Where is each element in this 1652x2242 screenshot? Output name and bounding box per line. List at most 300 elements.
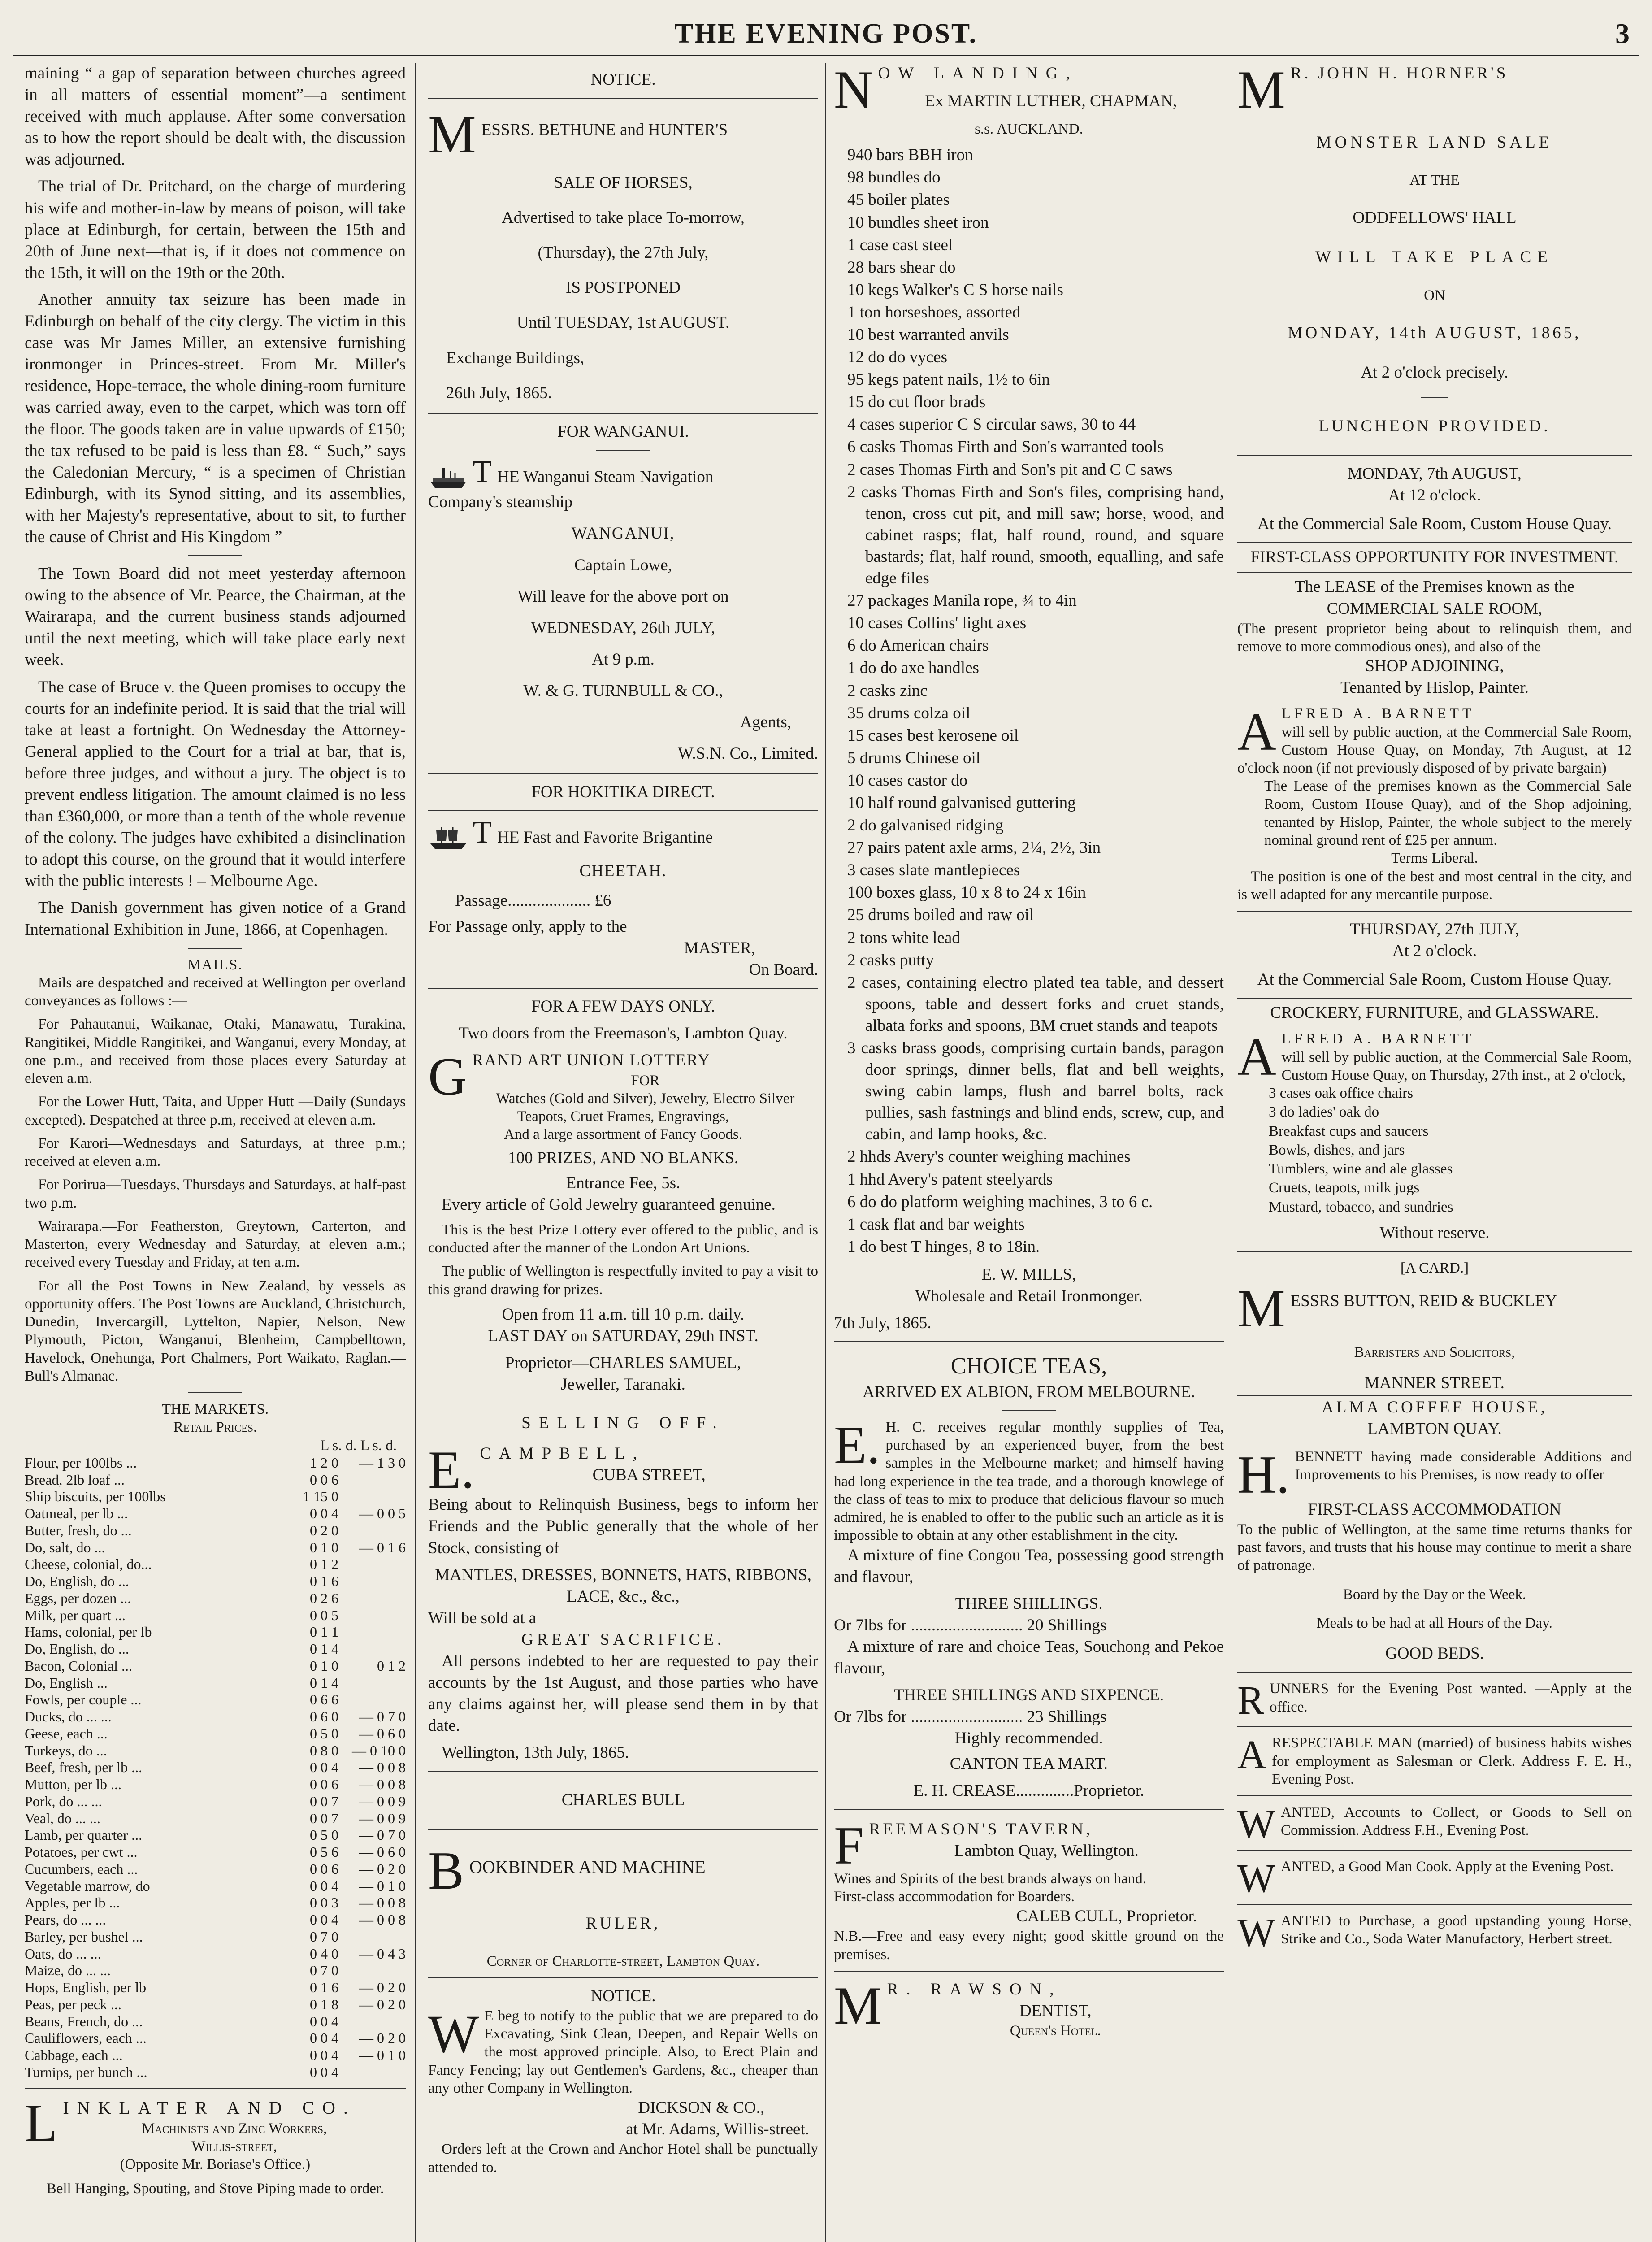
drop-cap: F xyxy=(834,1818,864,1870)
mails-paragraph: Wairarapa.—For Featherston, Greytown, Carterton, and Masterton, every Wednesday and Saturday, at eleven a.m.; received every Tuesday and Friday, at ten a.m. xyxy=(25,1218,406,1271)
market-item: Beef, fresh, per lb ... xyxy=(25,1759,143,1776)
mails-paragraph: For all the Post Towns in New Zealand, by vessels as opportunity offers. The Post Towns are Auckland, Christchurch, Dunedin, Invercargill, Lyttelton, Napier, Nelson, New Plymouth, Picton, Wanganui, Blenheim, Campbelltown, Havelock, Onehunga, Port Chalmers, Port Waikato, Raglan.—Bull's Almanac. xyxy=(25,1277,406,1384)
drop-cap: H. xyxy=(1237,1447,1290,1499)
table-row xyxy=(25,1455,406,1472)
market-price-high: — 0 0 8 xyxy=(359,1894,406,1911)
list-item: 2 casks zinc xyxy=(847,681,928,700)
table-row xyxy=(25,1691,406,1708)
departure-time: At 9 p.m. xyxy=(592,650,655,669)
table-row xyxy=(25,2064,406,2081)
market-price-high xyxy=(338,1573,406,1590)
divider xyxy=(834,1341,1224,1342)
runners-ad xyxy=(1237,1680,1632,1719)
horner-luncheon: LUNCHEON PROVIDED. xyxy=(1318,417,1551,435)
alma-ad xyxy=(1237,1397,1632,1665)
list-item: Breakfast cups and saucers xyxy=(1269,1123,1429,1139)
market-price-low: 0 5 0 xyxy=(310,1725,338,1742)
list-item: 15 do cut floor brads xyxy=(847,393,986,412)
market-price-low: 0 2 6 xyxy=(310,1590,338,1606)
market-price-low: 0 0 3 xyxy=(310,1894,338,1911)
linklater-subtitle: Machinists and Zinc Workers, xyxy=(141,2120,327,2137)
divider xyxy=(428,1771,818,1772)
column-4 xyxy=(1237,63,1632,2242)
drop-cap: T xyxy=(473,454,492,489)
market-item: Maize, do ... ... xyxy=(25,1962,111,1979)
drop-cap: E. xyxy=(834,1418,880,1475)
market-item: Bacon, Colonial ... xyxy=(25,1657,132,1674)
market-price-low: 0 0 6 xyxy=(310,1860,338,1877)
market-price-high: — 0 6 0 xyxy=(359,1725,406,1742)
ship-name: CHEETAH. xyxy=(579,861,667,880)
market-price-high xyxy=(338,1675,406,1692)
market-price-high: — 0 4 3 xyxy=(359,1945,406,1962)
drop-cap: A xyxy=(1237,705,1276,762)
wanted-cook-ad xyxy=(1237,1858,1632,1897)
market-item: Ducks, do ... ... xyxy=(25,1708,112,1725)
teas-offer: Or 7lbs for ........................... 23 Shillings xyxy=(834,1708,1107,1726)
list-item: Bowls, dishes, and jars xyxy=(1269,1142,1405,1158)
market-price-high xyxy=(338,1522,406,1539)
table-row xyxy=(25,2013,406,2030)
divider xyxy=(188,1392,242,1393)
table-row xyxy=(25,1624,406,1641)
market-price-low: 0 7 0 xyxy=(310,1928,338,1945)
runners-text: UNNERS for the Evening Post wanted. —Apply at the office. xyxy=(1270,1681,1632,1715)
drop-cap: A xyxy=(1237,1030,1276,1085)
lease-tenant: Tenanted by Hislop, Painter. xyxy=(1340,678,1529,697)
column-1 xyxy=(25,63,406,2242)
list-item: 35 drums colza oil xyxy=(847,704,971,722)
mails-paragraph: Mails are despatched and received at Wellington per overland conveyances as follows :— xyxy=(25,974,406,1009)
dickson-text: E beg to notify to the public that we are prepared to do Excavating, Sink Clean, Deepen, and Repair Wells on the most approved principle. Also, to Erect Plain and Fancy Fencing; lay out Gentlemen's Gardens, &c., cheaper than any other Company in Wellington. xyxy=(428,2007,818,2096)
freemasons-text: First-class accommodation for Boarders. xyxy=(834,1888,1075,1905)
market-item: Butter, fresh, do ... xyxy=(25,1522,132,1538)
market-price-low: 0 4 0 xyxy=(310,1945,338,1962)
market-item: Cabbage, each ... xyxy=(25,2047,123,2064)
crockery-place: At the Commercial Sale Room, Custom House Quay. xyxy=(1257,970,1612,989)
market-item: Pears, do ... ... xyxy=(25,1912,106,1928)
market-item: Do, English, do ... xyxy=(25,1641,129,1657)
alma-board: Board by the Day or the Week. xyxy=(1343,1586,1526,1603)
lottery-text: Every article of Gold Jewelry guaranteed genuine. xyxy=(442,1195,776,1214)
market-item: Geese, each ... xyxy=(25,1725,108,1742)
divider xyxy=(1237,455,1632,456)
market-item: Potatoes, per cwt ... xyxy=(25,1844,138,1860)
drop-cap: L xyxy=(25,2096,58,2153)
list-item: 28 bars shear do xyxy=(847,258,956,277)
list-item: 10 best warranted anvils xyxy=(847,326,1009,344)
lottery-text: And a large assortment of Fancy Goods. xyxy=(504,1126,742,1143)
market-price-high: — 0 7 0 xyxy=(359,1827,406,1843)
market-price-high xyxy=(338,1929,406,1946)
market-price-low: 0 1 4 xyxy=(310,1641,338,1657)
freemasons-address: Lambton Quay, Wellington. xyxy=(954,1841,1139,1860)
market-item: Bread, 2lb loaf ... xyxy=(25,1471,125,1488)
lottery-for: FOR xyxy=(631,1072,660,1089)
horner-hall: ODDFELLOWS' HALL xyxy=(1353,209,1517,227)
divider xyxy=(428,413,818,414)
market-item: Oats, do ... ... xyxy=(25,1945,101,1962)
crockery-title: CROCKERY, FURNITURE, and GLASSWARE. xyxy=(1237,998,1632,1024)
divider xyxy=(1237,911,1632,912)
market-price-high: — 0 1 6 xyxy=(359,1539,406,1555)
drop-cap: N xyxy=(834,63,873,114)
notice-line: SALE OF HORSES, xyxy=(554,174,693,192)
table-row xyxy=(25,1979,406,1996)
market-price-low: 0 0 4 xyxy=(310,2064,338,2080)
lottery-fee: Entrance Fee, 5s. xyxy=(566,1173,681,1192)
market-price-high xyxy=(338,2064,406,2081)
dickson-text: Orders left at the Crown and Anchor Hotel shall be punctually attended to. xyxy=(428,2141,818,2176)
divider xyxy=(1237,1795,1632,1796)
market-price-low: 0 2 0 xyxy=(310,1522,338,1538)
teas-title: CHOICE TEAS, xyxy=(950,1353,1107,1379)
list-item: 6 do American chairs xyxy=(847,636,989,655)
divider xyxy=(1237,1904,1632,1905)
market-price-low: 0 1 0 xyxy=(310,1657,338,1674)
list-item: 2 cases, containing electro plated tea table, and dessert spoons, table and dessert forks and cruet stands, albata forks and spoons, BM cruet stands and teapots xyxy=(847,973,1224,1035)
divider xyxy=(596,450,650,451)
list-item: 2 cases Thomas Firth and Son's pit and C C saws xyxy=(847,460,1173,479)
drop-cap: M xyxy=(428,108,476,159)
market-price-low: 0 0 5 xyxy=(310,1607,338,1623)
barnett-title: LFRED A. BARNETT xyxy=(1281,1031,1475,1047)
market-price-high: — 0 1 0 xyxy=(359,1877,406,1894)
company: W.S.N. Co., Limited. xyxy=(677,744,818,763)
market-item: Oatmeal, per lb ... xyxy=(25,1505,128,1522)
horner-will: WILL TAKE PLACE xyxy=(1315,248,1554,267)
market-price-low: 0 0 4 xyxy=(310,1759,338,1776)
divider xyxy=(188,948,242,949)
market-price-low: 0 0 4 xyxy=(310,2013,338,2029)
bull-address: Corner of Charlotte-street, Lambton Quay. xyxy=(486,1953,760,1969)
ad-line: Two doors from the Freemason's, Lambton Quay. xyxy=(459,1024,788,1043)
alma-subtitle: LAMBTON QUAY. xyxy=(1367,1419,1502,1438)
dickson-sign: DICKSON & CO., xyxy=(638,2099,764,2117)
landing-date: 7th July, 1865. xyxy=(834,1314,932,1333)
market-price-high: — 0 0 9 xyxy=(359,1793,406,1809)
table-row xyxy=(25,1607,406,1624)
list-item: 4 cases superior C S circular saws, 30 to 44 xyxy=(847,415,1136,434)
linklater-ad xyxy=(25,2096,406,2198)
divider xyxy=(834,1809,1224,1810)
list-item: 1 do best T hinges, 8 to 18in. xyxy=(847,1237,1040,1256)
market-price-high: — 1 3 0 xyxy=(359,1454,406,1471)
market-item: Vegetable marrow, do xyxy=(25,1877,150,1894)
linklater-opposite: (Opposite Mr. Boriase's Office.) xyxy=(120,2156,311,2173)
alma-meals: Meals to be had at all Hours of the Day. xyxy=(1317,1615,1552,1631)
crockery-date: THURSDAY, 27th JULY, xyxy=(1349,920,1520,939)
list-item: 45 boiler plates xyxy=(847,191,950,209)
campbell-text: Being about to Relinquish Business, begs to inform her Friends and the Public generally that the whole of her Stock, consisting of xyxy=(428,1495,818,1557)
passage-price: Passage.................... £6 xyxy=(455,891,611,910)
sailing-ship-icon xyxy=(428,826,468,852)
market-item: Cheese, colonial, do... xyxy=(25,1556,152,1573)
market-item: Hops, English, per lb xyxy=(25,1979,147,1996)
campbell-goods: MANTLES, DRESSES, BONNETS, HATS, RIBBONS, LACE, &c., &c., xyxy=(435,1565,811,1606)
alma-title: ALMA COFFEE HOUSE, xyxy=(1322,1398,1548,1416)
campbell-street: CUBA STREET, xyxy=(592,1466,706,1485)
market-price-high: — 0 2 0 xyxy=(359,1979,406,1996)
barnett-text: The Lease of the premises known as the Commercial Sale Room, Custom House Quay), and of the Shop adjoining, tenanted by Hislop, Painter, the whole subject to the merely nominal ground rent of £25 per annum. xyxy=(1264,778,1632,849)
freemasons-sign: CALEB CULL, Proprietor. xyxy=(1016,1907,1197,1926)
bull-title: OOKBINDER AND MACHINE xyxy=(469,1856,706,1877)
alma-beds: GOOD BEDS. xyxy=(1385,1644,1484,1663)
header-rule xyxy=(13,55,1639,56)
rawson-title: R. RAWSON, xyxy=(887,1980,1062,1999)
divider xyxy=(1237,1395,1632,1396)
market-price-low: 0 1 6 xyxy=(310,1573,338,1590)
landing-sign: E. W. MILLS, xyxy=(981,1265,1076,1284)
market-price-high: — 0 0 9 xyxy=(359,1810,406,1826)
markets-title: THE MARKETS. xyxy=(161,1401,269,1418)
ad-line: Company's steamship xyxy=(428,493,573,512)
market-price-high: — 0 10 0 xyxy=(352,1742,406,1759)
divider xyxy=(428,988,818,989)
teas-text: A mixture of fine Congou Tea, possessing good strength and flavour, xyxy=(834,1546,1224,1586)
list-item: 10 half round galvanised guttering xyxy=(847,793,1076,812)
drop-cap: G xyxy=(428,1050,467,1107)
market-price-low: 0 8 0 xyxy=(310,1742,338,1759)
markets-subtitle: Retail Prices. xyxy=(173,1419,257,1436)
market-price-high: — 0 7 0 xyxy=(359,1708,406,1725)
market-price-high: — 0 0 8 xyxy=(359,1776,406,1793)
list-item: 12 do do vyces xyxy=(847,348,947,367)
market-price-low: 0 1 0 xyxy=(310,1539,338,1555)
market-price-high xyxy=(338,1641,406,1658)
button-title: ESSRS BUTTON, REID & BUCKLEY xyxy=(1290,1292,1557,1311)
notice-line: Exchange Buildings, xyxy=(446,348,585,367)
table-row xyxy=(25,1861,406,1878)
table-row xyxy=(25,1522,406,1539)
list-item: 3 cases oak office chairs xyxy=(1269,1085,1413,1102)
respectable-man-text: RESPECTABLE MAN (married) of business habits wishes for employment as Salesman or Clerk. Address F. E. H., Evening Post. xyxy=(1272,1735,1632,1787)
market-item: Ship biscuits, per 100lbs xyxy=(25,1488,166,1505)
market-price-low: 0 1 1 xyxy=(310,1624,338,1640)
list-item: 6 do do platform weighing machines, 3 to 6 c. xyxy=(847,1192,1153,1211)
article-paragraph: The case of Bruce v. the Queen promises to occupy the courts for an indefinite period. It is said that the trial will take at least a fortnight. On Wednesday the Attorney-General applied to the Court for a trial at bar, that is, before three judges, and without a jury. The object is to prevent endless litigation. The amount claimed is no less than £360,000, or more than a tenth of the whole revenue of the colony. The judges have exhibited a disinclination to adopt this course, on the ground that it would interfere with the public interests ! – Melbourne Age. xyxy=(25,678,406,891)
table-row xyxy=(25,1844,406,1861)
market-item: Fowls, per couple ... xyxy=(25,1691,142,1708)
masthead: THE EVENING POST. xyxy=(674,18,978,49)
article-paragraph: maining “ a gap of separation between churches agreed in all matters of essential moment”—a sentiment received with much applause. After some conversation as to how the report should be dealt with, the discussion was adjourned. xyxy=(25,64,406,169)
list-item: 1 cask flat and bar weights xyxy=(847,1215,1025,1234)
market-price-high: — 0 2 0 xyxy=(359,1860,406,1877)
table-row xyxy=(25,1810,406,1827)
market-price-high: — 0 1 0 xyxy=(359,2047,406,2064)
page-header xyxy=(0,0,1652,54)
list-item: 10 kegs Walker's C S horse nails xyxy=(847,280,1063,299)
lottery-ad xyxy=(428,996,818,1395)
list-item: 27 packages Manila rope, ¾ to 4in xyxy=(847,591,1077,610)
card-label: [A CARD.] xyxy=(1400,1260,1469,1277)
market-price-low: 1 15 0 xyxy=(303,1488,338,1505)
divider xyxy=(1237,1726,1632,1727)
wanganui-ad xyxy=(428,421,818,765)
list-item: 27 pairs patent axle arms, 2¼, 2½, 3in xyxy=(847,839,1101,857)
market-price-low: 0 6 0 xyxy=(310,1708,338,1725)
campbell-ad xyxy=(428,1412,818,1764)
lottery-jeweller: Jeweller, Taranaki. xyxy=(561,1375,685,1394)
divider xyxy=(188,555,242,556)
article-paragraph: The Town Board did not meet yesterday afternoon owing to the absence of Mr. Pearce, the Chairman, at the Wairarapa, and the current business stands adjourned until the next meeting, which will take place early next week. xyxy=(25,565,406,669)
table-row xyxy=(25,1573,406,1590)
captain: Captain Lowe, xyxy=(574,556,672,574)
list-item: 1 case cast steel xyxy=(847,235,953,254)
mails-paragraph: For Porirua—Tuesdays, Thursdays and Saturdays, at half-past two p.m. xyxy=(25,1177,406,1211)
notice-line: Advertised to take place To-morrow, xyxy=(502,209,745,227)
market-price-low: 0 1 6 xyxy=(310,1979,338,1996)
lottery-hours: Open from 11 a.m. till 10 p.m. daily. xyxy=(502,1305,745,1324)
steamship-icon xyxy=(428,465,468,491)
bull-ad xyxy=(428,1790,818,1970)
divider xyxy=(428,810,818,811)
table-row xyxy=(25,1996,406,2013)
drop-cap: R xyxy=(1237,1680,1265,1719)
lottery-proprietor: Proprietor—CHARLES SAMUEL, xyxy=(505,1354,741,1373)
market-price-low: 0 0 7 xyxy=(310,1810,338,1826)
table-row xyxy=(25,1742,406,1760)
market-item: Lamb, per quarter ... xyxy=(25,1827,143,1843)
market-price-high xyxy=(338,1488,406,1505)
market-price-low: 0 0 4 xyxy=(310,1912,338,1928)
drop-cap: W xyxy=(1237,1858,1275,1897)
agents-label: Agents, xyxy=(740,713,791,732)
divider xyxy=(1002,1410,1056,1411)
crockery-time: At 2 o'clock. xyxy=(1392,942,1477,960)
market-item: Turkeys, do ... xyxy=(25,1742,107,1759)
drop-cap: E. xyxy=(428,1443,475,1495)
teas-proprietor: E. H. CREASE..............Proprietor. xyxy=(913,1781,1145,1800)
rawson-ad xyxy=(834,1979,1224,2040)
teas-subtitle: ARRIVED EX ALBION, FROM MELBOURNE. xyxy=(862,1382,1196,1401)
lottery-title: RAND ART UNION LOTTERY xyxy=(472,1051,711,1070)
table-row xyxy=(25,1962,406,1979)
ship-name: WANGANUI, xyxy=(571,524,675,543)
drop-cap: M xyxy=(1237,63,1285,114)
bull-name: CHARLES BULL xyxy=(561,1791,685,1810)
crockery-items xyxy=(1237,1084,1632,1216)
teas-mart: CANTON TEA MART. xyxy=(950,1754,1108,1773)
rawson-address: Queen's Hotel. xyxy=(1010,2022,1101,2039)
table-row xyxy=(25,1641,406,1658)
list-item: 3 casks brass goods, comprising curtain bands, paragon door springs, dinner bells, flat and bell weights, swing cabin lamps, flush and barrel bolts, rack pullies, sash fastnings and blind ends, screw, cup, and cabin, and lamp hooks, &c. xyxy=(847,1039,1224,1144)
market-price-high xyxy=(338,1624,406,1641)
campbell-text: All persons indebted to her are requested to pay their accounts by the 1st August, and those parties who have any claims against her, will please send them in by that date. xyxy=(428,1651,818,1735)
divider xyxy=(1421,397,1448,398)
table-row xyxy=(25,1776,406,1793)
list-item: 2 tons white lead xyxy=(847,928,960,947)
landing-ad xyxy=(834,63,1224,1334)
divider xyxy=(1237,1672,1632,1673)
crockery-ad xyxy=(1237,919,1632,1244)
market-item: Cauliflowers, each ... xyxy=(25,2030,147,2046)
market-item: Milk, per quart ... xyxy=(25,1607,126,1623)
notice-line: ESSRS. BETHUNE and HUNTER'S xyxy=(481,121,728,139)
lease-place: At the Commercial Sale Room, Custom House Quay. xyxy=(1257,515,1612,534)
master: MASTER, xyxy=(684,939,755,958)
column-2 xyxy=(428,63,818,2242)
market-price-low: 0 0 6 xyxy=(310,1776,338,1793)
lease-date: MONDAY, 7th AUGUST, xyxy=(1348,465,1522,483)
divider xyxy=(1237,1850,1632,1851)
wanted-text: ANTED, Accounts to Collect, or Goods to Sell on Commission. Address F.H., Evening Post. xyxy=(1280,1804,1632,1839)
table-row xyxy=(25,1759,406,1776)
market-price-low: 0 5 0 xyxy=(310,1827,338,1843)
market-item: Mutton, per lb ... xyxy=(25,1776,121,1793)
wanted-horse-ad xyxy=(1237,1912,1632,1951)
wanted-text: ANTED, a Good Man Cook. Apply at the Evening Post. xyxy=(1280,1859,1614,1875)
drop-cap: M xyxy=(834,1978,882,2035)
landing-ship: s.s. AUCKLAND. xyxy=(974,121,1084,137)
table-row xyxy=(25,2047,406,2064)
market-item: Peas, per peck ... xyxy=(25,1996,121,2012)
markets-table xyxy=(25,1455,406,2081)
list-item: 10 cases castor do xyxy=(847,771,968,790)
notice-line: 26th July, 1865. xyxy=(446,383,552,402)
list-item: 10 bundles sheet iron xyxy=(847,213,989,232)
market-price-high: — 0 0 8 xyxy=(359,1912,406,1928)
table-row xyxy=(25,1878,406,1895)
market-price-high xyxy=(338,1472,406,1489)
list-item: 3 cases slate mantlepieces xyxy=(847,861,1020,880)
lease-heading: FIRST-CLASS OPPORTUNITY FOR INVESTMENT. xyxy=(1237,542,1632,568)
market-price-high: — 0 0 5 xyxy=(359,1505,406,1522)
divider xyxy=(428,1829,818,1830)
list-item: 15 cases best kerosene oil xyxy=(847,726,1019,745)
rawson-subtitle: DENTIST, xyxy=(1019,2001,1092,2020)
drop-cap: W xyxy=(1237,1803,1275,1842)
linklater-title: INKLATER AND CO. xyxy=(63,2097,356,2118)
table-row xyxy=(25,1827,406,1844)
drop-cap: A xyxy=(1237,1734,1266,1777)
departure-date: WEDNESDAY, 26th JULY, xyxy=(531,618,715,637)
ad-line: HE Fast and Favorite Brigantine xyxy=(497,828,713,847)
column-3 xyxy=(834,63,1224,2242)
market-price-high xyxy=(338,1691,406,1708)
table-row xyxy=(25,1929,406,1946)
mails-paragraph: For the Lower Hutt, Taita, and Upper Hutt —Daily (Sundays excepted). Despatched at three p.m, received at eleven a.m. xyxy=(25,1094,406,1128)
mails-paragraph: For Pahautanui, Waikanae, Otaki, Manawatu, Turakina, Rangitikei, Middle Rangitikei, and Wanganui, every Monday, at one p.m., and received from those places every Saturday at eleven a.m. xyxy=(25,1016,406,1087)
wanted-text: ANTED to Purchase, a good upstanding young Horse, Strike and Co., Soda Water Manufactory, Herbert street. xyxy=(1280,1913,1632,1947)
ad-title: SELLING OFF. xyxy=(521,1414,725,1433)
list-item: Tumblers, wine and ale glasses xyxy=(1269,1161,1453,1177)
horner-title: R. JOHN H. HORNER'S xyxy=(1290,64,1509,83)
market-price-low: 0 5 6 xyxy=(310,1844,338,1860)
list-item: 10 cases Collins' light axes xyxy=(847,614,1027,633)
drop-cap: B xyxy=(428,1843,464,1895)
wanted-accounts-ad xyxy=(1237,1803,1632,1842)
bull-ruler: RULER, xyxy=(585,1914,661,1933)
market-item: Do, English ... xyxy=(25,1674,108,1691)
market-item: Beans, French, do ... xyxy=(25,2013,143,2029)
list-item: 95 kegs patent nails, 1½ to 6in xyxy=(847,370,1050,389)
ad-title: FOR HOKITIKA DIRECT. xyxy=(531,783,715,802)
landing-title: OW LANDING, xyxy=(878,64,1078,83)
horner-date: MONDAY, 14th AUGUST, 1865, xyxy=(1288,323,1582,342)
market-price-low: 0 0 4 xyxy=(310,1877,338,1894)
landing-sign-title: Wholesale and Retail Ironmonger. xyxy=(915,1287,1143,1306)
market-price-low: 0 0 6 xyxy=(310,1471,338,1488)
market-item: Pork, do ... ... xyxy=(25,1793,102,1809)
market-price-high xyxy=(338,2013,406,2030)
ad-line: For Passage only, apply to the xyxy=(428,917,627,936)
mails-title: MAILS. xyxy=(187,956,243,973)
barnett-text: will sell by public auction, at the Commercial Sale Room, Custom House Quay, on Thursday, 27th inst., at 2 o'clock, xyxy=(1281,1049,1632,1083)
market-price-low: 0 0 4 xyxy=(310,2030,338,2046)
table-row xyxy=(25,1912,406,1929)
crockery-reserve: Without reserve. xyxy=(1379,1223,1490,1242)
